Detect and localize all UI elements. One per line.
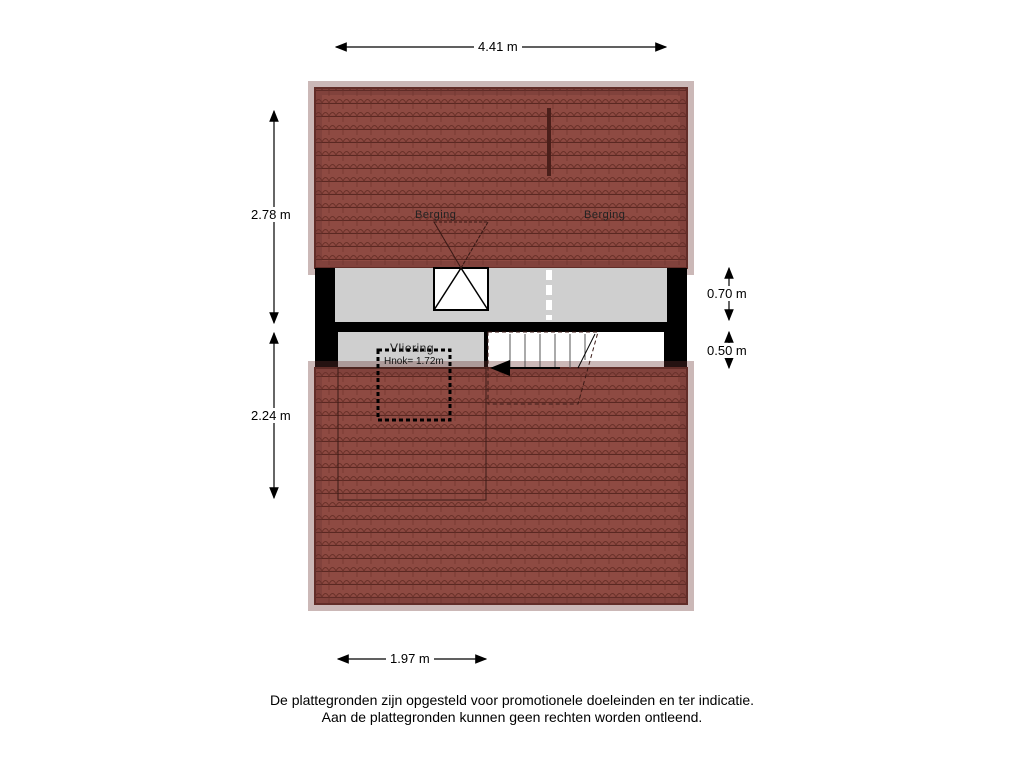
disclaimer-line-2: Aan de plattegronden kunnen geen rechten worden ontleend. [321, 709, 703, 725]
dimension-right-lower: 0.50 m [703, 343, 751, 358]
disclaimer-line-1: De plattegronden zijn opgesteld voor promotionele doeleinden en ter indicatie. [269, 692, 755, 708]
dimension-left-lower: 2.24 m [247, 408, 295, 423]
roof-lower [315, 368, 687, 604]
vliering-height-label: Hnok= 1.72m [384, 356, 444, 367]
roof-upper [315, 88, 687, 268]
room-label-vliering: Vliering [390, 341, 435, 355]
room-label-berging-left: Berging [415, 209, 457, 221]
floor-strip [315, 268, 687, 368]
dimension-top-width: 4.41 m [474, 39, 522, 54]
dimension-bottom-width: 1.97 m [386, 651, 434, 666]
room-label-berging-right: Berging [584, 209, 626, 221]
dimension-right-upper: 0.70 m [703, 286, 751, 301]
dimension-left-upper: 2.78 m [247, 207, 295, 222]
